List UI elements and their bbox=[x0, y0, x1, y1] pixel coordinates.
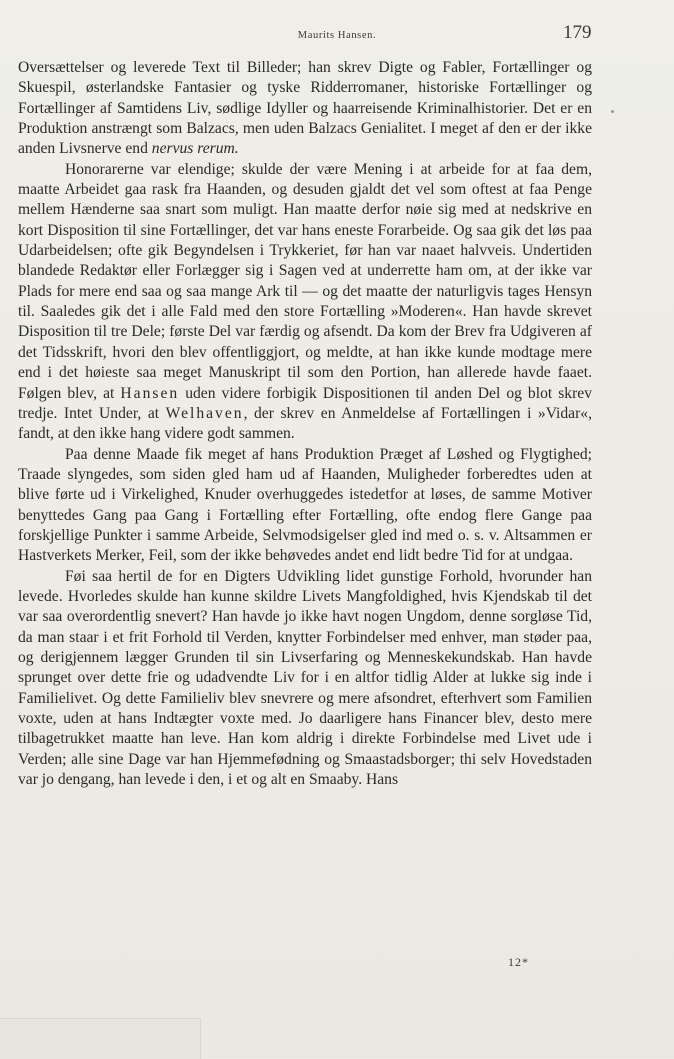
paragraph bbox=[18, 160, 592, 445]
scan-edge bbox=[0, 1018, 201, 1059]
paragraph bbox=[18, 58, 592, 160]
text-run: Oversættelser og leverede Text til Billeder; han skrev Digte og Fabler, Fortællinger og Skuespil, østerlandske Fantasier og tyske Ridderromaner, historiske Fortællinger og Fortællinger af Samtidens Liv, sødlige Idyller og haarreisende Kriminalhistorier. Det er en Produktion anstrængt som Balzacs, men uden Balzacs Genialitet. I meget af den er der ikke anden Livsnerve end bbox=[18, 59, 592, 158]
text-run: , der skrev en Anmeldelse af Fortællingen i »Vidar«, fandt, at den ikke hang videre godt sammen. bbox=[18, 404, 592, 443]
text-run: Føi saa hertil de for en Digters Udvikling lidet gunstige Forhold, hvorunder han levede. Hvorledes skulde han kunne skildre Livets Mangfoldighed, hvis Kjendskab til det var saa overordentlig snevert? Han havde jo ikke havt nogen Ungdom, denne sorgløse Tid, da man staar i et frit Forhold til Verden, knytter Forbindelser med enhver, man støder paa, og derigjennem lægger Grunden til sin Livserfaring og Menneskekundskab. Han havde sprunget over dette frie og udadvendte Liv for i en altfor tidlig Alder at lukke sig inde i Familielivet. Og dette Familieliv blev snevrere og mere afsondret, efterhvert som Familien voxte, uden at hans Indtægter voxte med. Jo daarligere hans Financer blev, desto mere tilbagetrukket maatte han leve. Han kom aldrig i direkte Forbindelse med Livet ude i Verden; alle sine Dage var han Hjemmefødning og Smaastadsborger; thi selv Hovedstaden var jo dengang, han levede i den, i et og alt en Smaaby. Hans bbox=[18, 567, 592, 789]
text-run: uden videre forbigik Dispositionen til anden Del og blot skrev tredje. Intet Under, at bbox=[18, 384, 593, 422]
body-text bbox=[18, 58, 592, 790]
text-run: Paa denne Maade fik meget af hans Produktion Præget af Løshed og Flygtighed; Traade slyngedes, som siden gled ham ud af Haanden, Muligheder forberedtes uden at blive førte ud i Virkelighed, Knuder overhuggedes istedetfor at løses, de samme Motiver benyttedes Gang paa Gang i Fortælling efter Fortælling, ofte endog flere Gange paa forskjellige Punkter i samme Arbeide, Selvmodsigelser gled ind med o. s. v. Altsammen er Hastverkets Merker, Feil, som der ikke behøvedes andet end lidt bedre Tid for at undgaa. bbox=[18, 445, 592, 565]
paragraph bbox=[18, 445, 592, 567]
italic-phrase: nervus rerum. bbox=[151, 140, 239, 158]
margin-speck bbox=[611, 110, 614, 113]
spaced-name: Hansen bbox=[120, 384, 180, 402]
signature-mark: 12* bbox=[508, 955, 529, 969]
text-run: Honorarerne var elendige; skulde der være Mening i at arbeide for at faa dem, maatte Arbeidet gaa rask fra Haanden, og desuden gjaldt det vel som oftest at faa Penge mellem Hænderne saa snart som muligt. Han maatte derfor nøie sig med at nedskrive en kort Disposition til sine Fortællinger, det var hans eneste Forarbeide. Og saa gik det løs paa Udarbeidelsen; ofte gik Begyndelsen i Trykkeriet, før han var naaet halvveis. Undertiden blandede Redaktør eller Forlægger sig i Sagen ved at underrette ham om, at der ikke var Plads for mere end saa og saa mange Ark til — og det maatte der naturligvis tages Hensyn til. Saaledes gik det i alle Fald med den store Fortælling »Moderen«. Han havde skrevet Disposition til tre Dele; første Del var færdig og afsendt. Da kom der Brev fra Udgiveren af det Tidsskrift, hvori den blev offentliggjort, og meldte, at han ikke kunde modtage mere end i det høieste saa meget Manuskript til som den Portion, han allerede havde faaet. Følgen blev, at bbox=[18, 160, 592, 402]
paragraph bbox=[18, 567, 592, 791]
running-head: Maurits Hansen. bbox=[297, 30, 377, 41]
page-number: 179 bbox=[563, 22, 592, 43]
spaced-name: Welhaven bbox=[165, 404, 244, 422]
